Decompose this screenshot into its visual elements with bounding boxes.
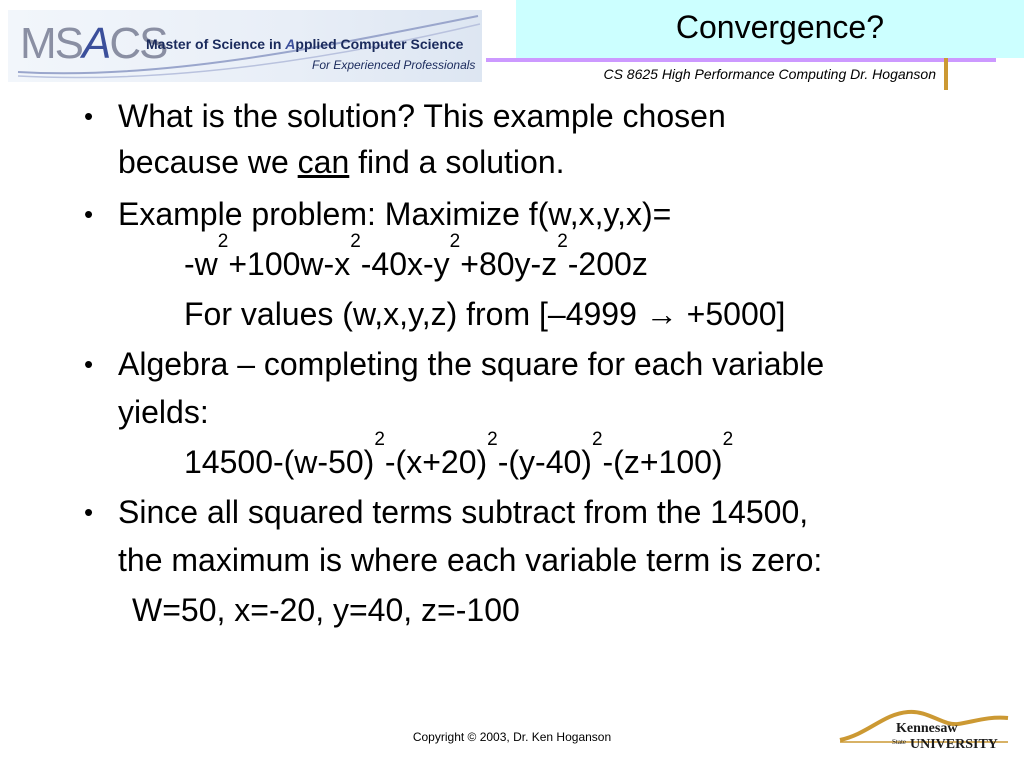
bullet-marker: • [84, 349, 94, 379]
logo-program-name: Master of Science in Applied Computer Science [146, 36, 464, 52]
completed-square-expression: $14500-(w-50)^2-(x+20)^2-(y-40)^2-(z+100)^2$ [184, 429, 734, 480]
objective-function: $-w^2+100w-x^2-40x-y^2+80y-z^2-200z$ [184, 231, 648, 282]
bullet-1-line-1: What is the solution? This example chosen [118, 98, 726, 134]
bullet-marker: • [84, 199, 94, 229]
ksu-university: UNIVERSITY [910, 737, 998, 752]
bullet-3-line-1: Algebra – completing the square for each variable [118, 346, 825, 382]
copyright-footer: Copyright © 2003, Dr. Ken Hoganson [412, 730, 612, 744]
header-divider [486, 58, 996, 62]
bullet-marker: • [84, 101, 94, 131]
bullet-1-line-2: because we can find a solution. [118, 144, 565, 180]
kennesaw-state-logo [838, 704, 1010, 754]
msacs-logo [8, 10, 482, 82]
ksu-name: Kennesaw [896, 721, 958, 736]
solution-values: W=50, x=-20, y=40, z=-100 [132, 592, 520, 628]
ksu-state: State [892, 738, 906, 746]
bullet-marker: • [84, 497, 94, 527]
logo-wordmark: MSACS [20, 19, 167, 68]
bullet-4-line-2: the maximum is where each variable term is zero: [118, 542, 823, 578]
logo-tagline: For Experienced Professionals [312, 58, 476, 72]
bullet-3-line-2: yields: [118, 394, 209, 430]
course-subtitle: CS 8625 High Performance Computing Dr. Hoganson [603, 66, 936, 82]
bullet-2-line-1: Example problem: Maximize f(w,x,y,x)= [118, 196, 672, 232]
slide-title: Convergence? [675, 9, 884, 45]
arrow-right-icon: → [645, 296, 678, 332]
bullet-4-line-1: Since all squared terms subtract from the 14500, [118, 494, 809, 530]
header-accent-bar [944, 58, 948, 90]
value-range: For values (w,x,y,z) from [–4999 → +5000] [184, 296, 786, 332]
